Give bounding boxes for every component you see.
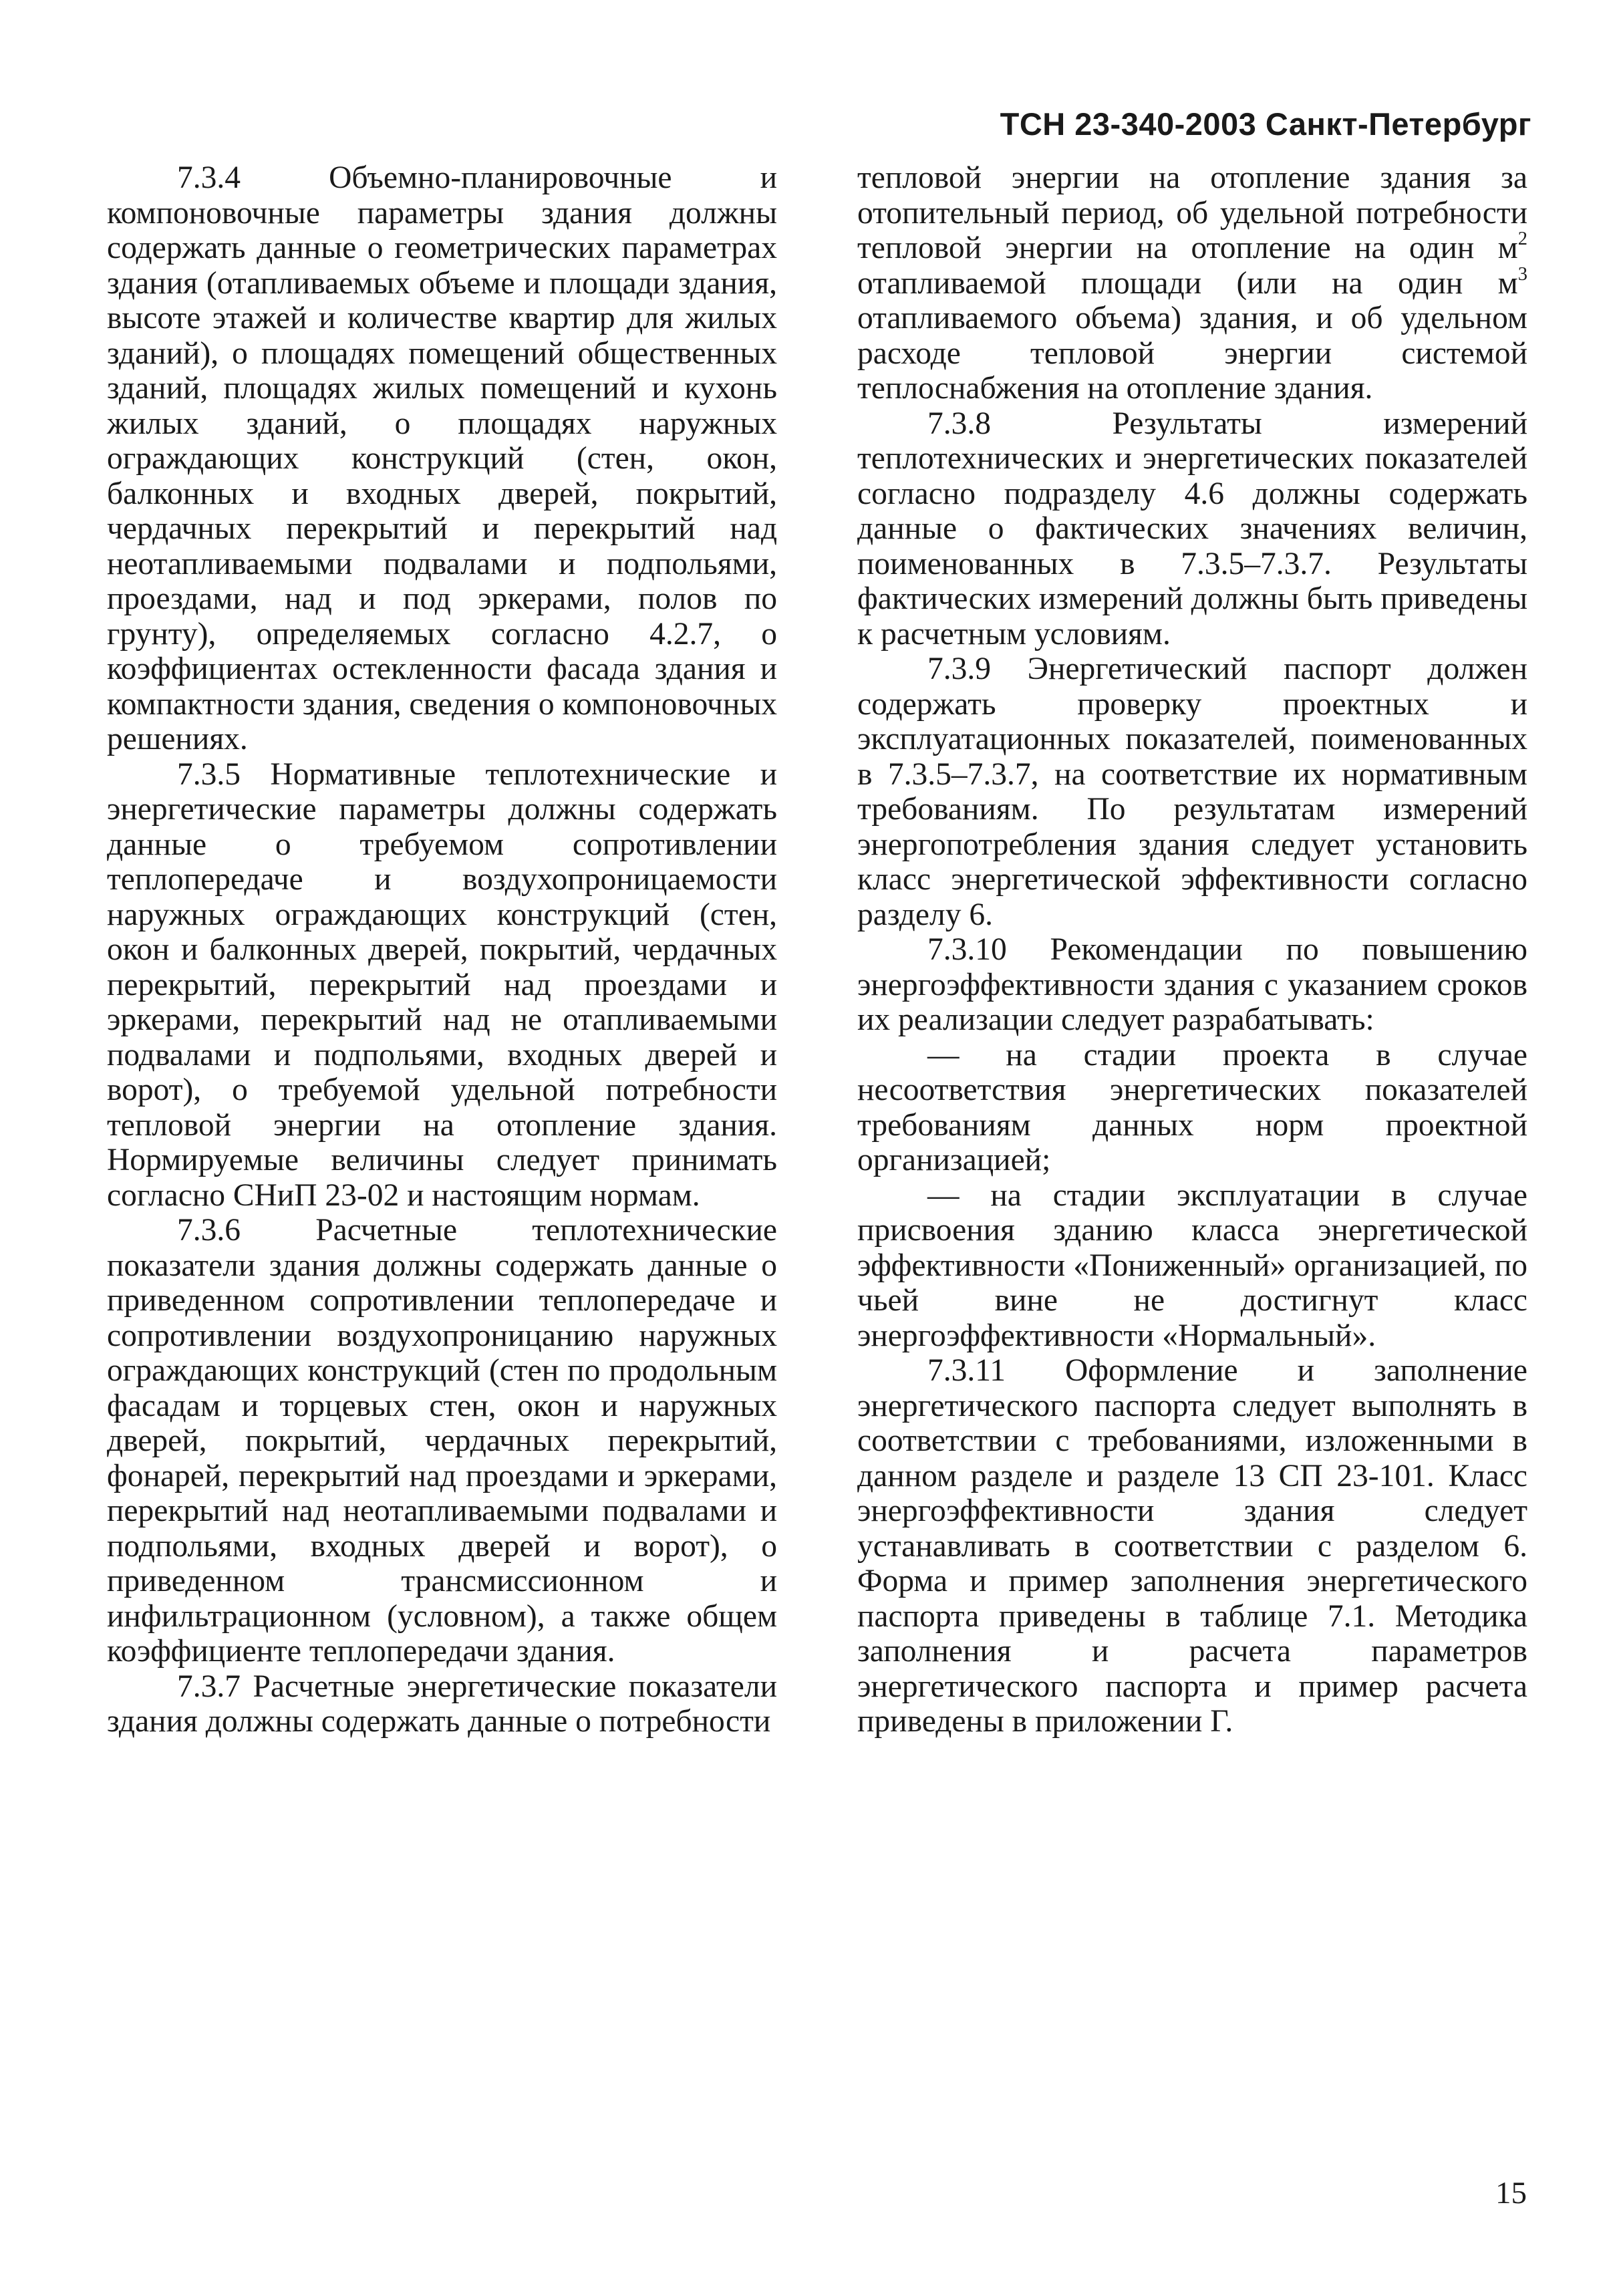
paragraph-7-3-4: 7.3.4 Объемно-планировочные и компоновочные параметры здания должны содержать данные о геометрических параметрах здания (отапливаемых объеме и площади здания, высоте этажей и количестве квартир для жилых зданий), о площадях помещений общественных зданий, площадях жилых помещений и кухонь жилых зданий, о площадях наружных ограждающих конструкций (стен, окон, балконных и входных дверей, покрытий, чердачных перекрытий и перекрытий над неотапливаемыми подвалами и подпольями, проездами, над и под эркерами, полов по грунту), определяемых согласно 4.2.7, о коэффициентах остекленности фасада здания и компактности здания, сведения о компоновочных решениях. — [107, 160, 777, 756]
paragraph-7-3-8: 7.3.8 Результаты измерений теплотехнических и энергетических показателей согласно подразделу 4.6 должны содержать данные о фактических значениях величин, поименованных в 7.3.5–7.3.7. Результаты фактических измерений должны быть приведены к расчетным условиям. — [857, 406, 1527, 652]
paragraph-7-3-9: 7.3.9 Энергетический паспорт должен содержать проверку проектных и эксплуатационных показателей, поименованных в 7.3.5–7.3.7, на соответствие их нормативным требованиям. По результатам измерений энергопотребления здания следует установить класс энергетической эффективности согласно разделу 6. — [857, 652, 1527, 932]
p-7-3-7-text-b: отапливаемой площади (или на один м — [857, 265, 1518, 301]
paragraph-7-3-6: 7.3.6 Расчетные теплотехнические показатели здания должны содержать данные о приведенном сопротивлении теплопередаче и сопротивлении воздухопроницанию наружных ограждающих конструкций (стен по продольным фасадам и торцевых стен, окон и наружных дверей, покрытий, чердачных перекрытий, фонарей, перекрытий над проездами и эркерами, перекрытий над неотапливаемыми подвалами и подпольями, входных дверей и ворот), о приведенном трансмиссионном и инфильтрационном (условном), а также общем коэффициенте теплопередачи здания. — [107, 1213, 777, 1669]
paragraph-7-3-7: 7.3.7 Расчетные энергетические показатели здания должны содержать данные о потребности — [107, 1669, 777, 1739]
p-7-3-7-text-a: тепловой энергии на отопление здания за отопительный период, об удельной потребности тепловой энергии на отопление на один м — [857, 160, 1527, 265]
list-item-operation-stage: — на стадии эксплуатации в случае присвоения зданию класса энергетической эффективности «Пониженный» организацией, по чьей вине не достигнут класс энергоэффективности «Нормальный». — [857, 1177, 1527, 1353]
right-text-column — [857, 160, 1527, 1739]
document-code-header: ТСН 23-340-2003 Санкт-Петербург — [1000, 106, 1531, 142]
p-7-3-7-text-c: отапливаемого объема) здания, и об удельном расходе тепловой энергии системой теплоснабжения на отопление здания. — [857, 301, 1527, 406]
superscript-3: 3 — [1517, 263, 1527, 285]
list-item-project-stage: — на стадии проекта в случае несоответствия энергетических показателей требованиям данных норм проектной организацией; — [857, 1037, 1527, 1177]
paragraph-7-3-7-continued — [857, 160, 1527, 406]
paragraph-7-3-10: 7.3.10 Рекомендации по повышению энергоэффективности здания с указанием сроков их реализации следует разрабатывать: — [857, 932, 1527, 1037]
paragraph-7-3-5: 7.3.5 Нормативные теплотехнические и энергетические параметры должны содержать данные о требуемом сопротивлении теплопередаче и воздухопроницаемости наружных ограждающих конструкций (стен, окон и балконных дверей, покрытий, чердачных перекрытий, перекрытий над проездами и эркерами, перекрытий над не отапливаемыми подвалами и подпольями, входных дверей и ворот), о требуемой удельной потребности тепловой энергии на отопление здания. Нормируемые величины следует принимать согласно СНиП 23-02 и настоящим нормам. — [107, 756, 777, 1213]
superscript-2: 2 — [1517, 229, 1527, 250]
left-text-column — [107, 160, 777, 1739]
paragraph-7-3-11: 7.3.11 Оформление и заполнение энергетического паспорта следует выполнять в соответствии с требованиями, изложенными в данном разделе и разделе 13 СП 23-101. Класс энергоэффективности здания следует устанавливать в соответствии с разделом 6. Форма и пример заполнения энергетического паспорта приведены в таблице 7.1. Методика заполнения и расчета параметров энергетического паспорта и пример расчета приведены в приложении Г. — [857, 1353, 1527, 1739]
page-number: 15 — [1495, 2176, 1527, 2210]
